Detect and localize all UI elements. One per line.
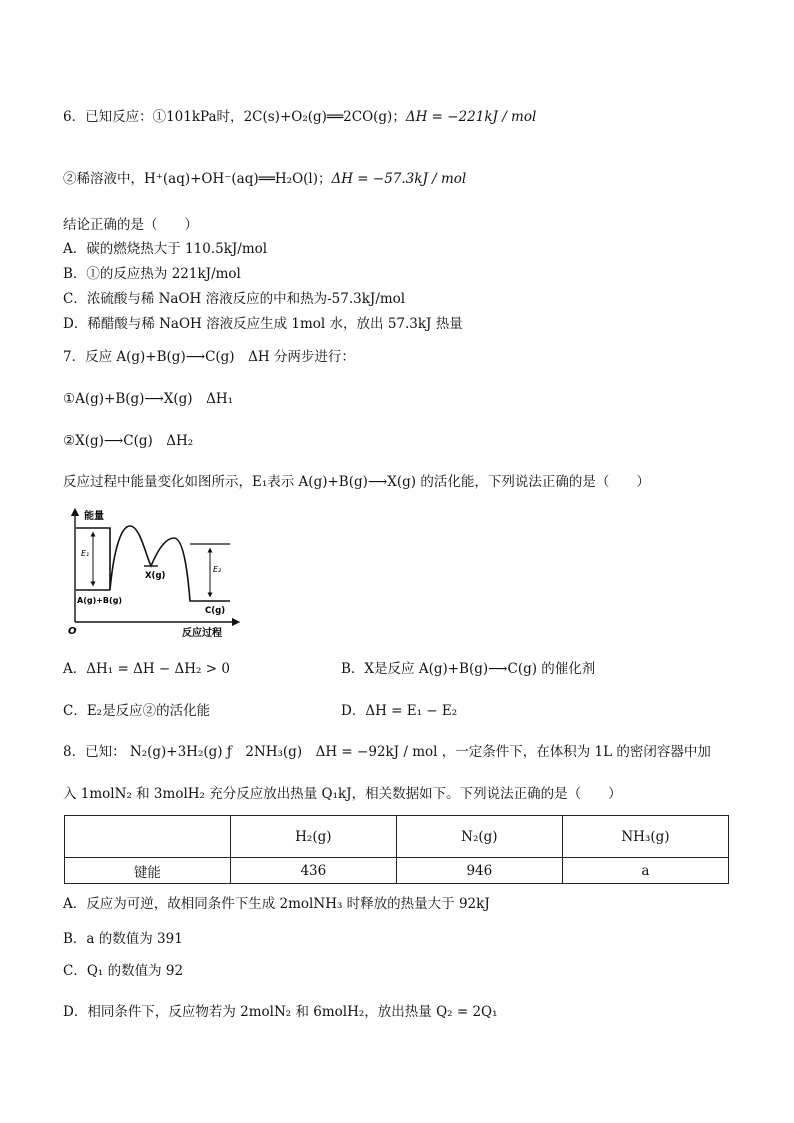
table-cell: 946 — [396, 858, 562, 884]
table-row-label: 键能 — [65, 858, 231, 884]
table-header-cell — [65, 816, 231, 858]
q6-option-c: C．浓硫酸与稀 NaOH 溶液反应的中和热为-57.3kJ/mol — [63, 291, 406, 307]
q6-option-b: B．①的反应热为 221kJ/mol — [63, 266, 241, 282]
table-cell: 436 — [230, 858, 396, 884]
q7-option-b: B．X是反应 A(g)+B(g)⟶C(g) 的催化剂 — [341, 661, 596, 677]
q6-option-a: A．碳的燃烧热大于 110.5kJ/mol — [63, 241, 268, 257]
q6-stem-line1 — [63, 108, 536, 126]
q8-option-c: C．Q₁ 的数值为 92 — [63, 963, 184, 979]
q8-option-d: D．相同条件下，反应物若为 2molN₂ 和 6molH₂，放出热量 Q₂ = 2Q₁ — [63, 1004, 498, 1020]
reactant-label: A(g)+B(g) — [77, 596, 123, 605]
table-header-cell: NH₃(g) — [562, 816, 728, 858]
q7-option-c: C．E₂是反应②的活化能 — [63, 703, 211, 719]
product-label: C(g) — [205, 606, 226, 616]
table-row — [65, 858, 729, 884]
q6-stem-prefix: 6．已知反应：①101kPa时， — [63, 109, 244, 125]
q6-question: 结论正确的是（ ） — [63, 217, 198, 233]
q6-enthalpy1: ΔH = −221kJ / mol — [405, 109, 537, 125]
q8-option-b: B．a 的数值为 391 — [63, 931, 183, 947]
q7-option-d: D．ΔH = E₁ − E₂ — [341, 703, 458, 719]
bond-energy-table — [64, 815, 729, 884]
energy-diagram — [66, 506, 242, 644]
table-header-cell: N₂(g) — [396, 816, 562, 858]
q8-stem-line1: 8．已知： N₂(g)+3H₂(g) ƒ 2NH₃(g) ΔH = −92kJ / mol ，一定条件下，在体积为 1L 的密闭容器中加 — [63, 744, 711, 760]
q7-question: 反应过程中能量变化如图所示，E₁表示 A(g)+B(g)⟶X(g) 的活化能，下列说法正确的是（ ） — [63, 474, 650, 490]
q7-step1: ①A(g)+B(g)⟶X(g) ΔH₁ — [63, 391, 234, 407]
q7-option-a: A．ΔH₁ = ΔH − ΔH₂ > 0 — [63, 661, 230, 677]
table-cell: a — [562, 858, 728, 884]
q7-stem: 7．反应 A(g)+B(g)⟶C(g) ΔH 分两步进行： — [63, 349, 355, 365]
q6-stem-line2 — [63, 170, 466, 188]
y-axis-label: 能量 — [84, 511, 104, 522]
e2-label: E₂ — [213, 565, 222, 574]
q8-option-a: A．反应为可逆，故相同条件下生成 2molNH₃ 时释放的热量大于 92kJ — [63, 896, 490, 912]
table-header-row — [65, 816, 729, 858]
q6-stem2-prefix: ②稀溶液中， — [63, 171, 144, 187]
q6-option-d: D．稀醋酸与稀 NaOH 溶液反应生成 1mol 水，放出 57.3kJ 热量 — [63, 316, 463, 332]
e1-label: E₁ — [81, 549, 90, 558]
q7-step2: ②X(g)⟶C(g) ΔH₂ — [63, 433, 194, 449]
q6-equation2: H⁺(aq)+OH⁻(aq)══H₂O(l)； — [144, 171, 332, 187]
q8-stem-line2: 入 1molN₂ 和 3molH₂ 充分反应放出热量 Q₁kJ，相关数据如下。下列说法正确的是（ ） — [63, 786, 622, 802]
origin-label: O — [68, 626, 77, 637]
table-header-cell: H₂(g) — [230, 816, 396, 858]
q6-enthalpy2: ΔH = −57.3kJ / mol — [331, 171, 467, 187]
x-axis-label: 反应过程 — [182, 628, 222, 639]
intermediate-label: X(g) — [145, 571, 166, 581]
q6-equation1: 2C(s)+O₂(g)══2CO(g)； — [243, 109, 406, 125]
